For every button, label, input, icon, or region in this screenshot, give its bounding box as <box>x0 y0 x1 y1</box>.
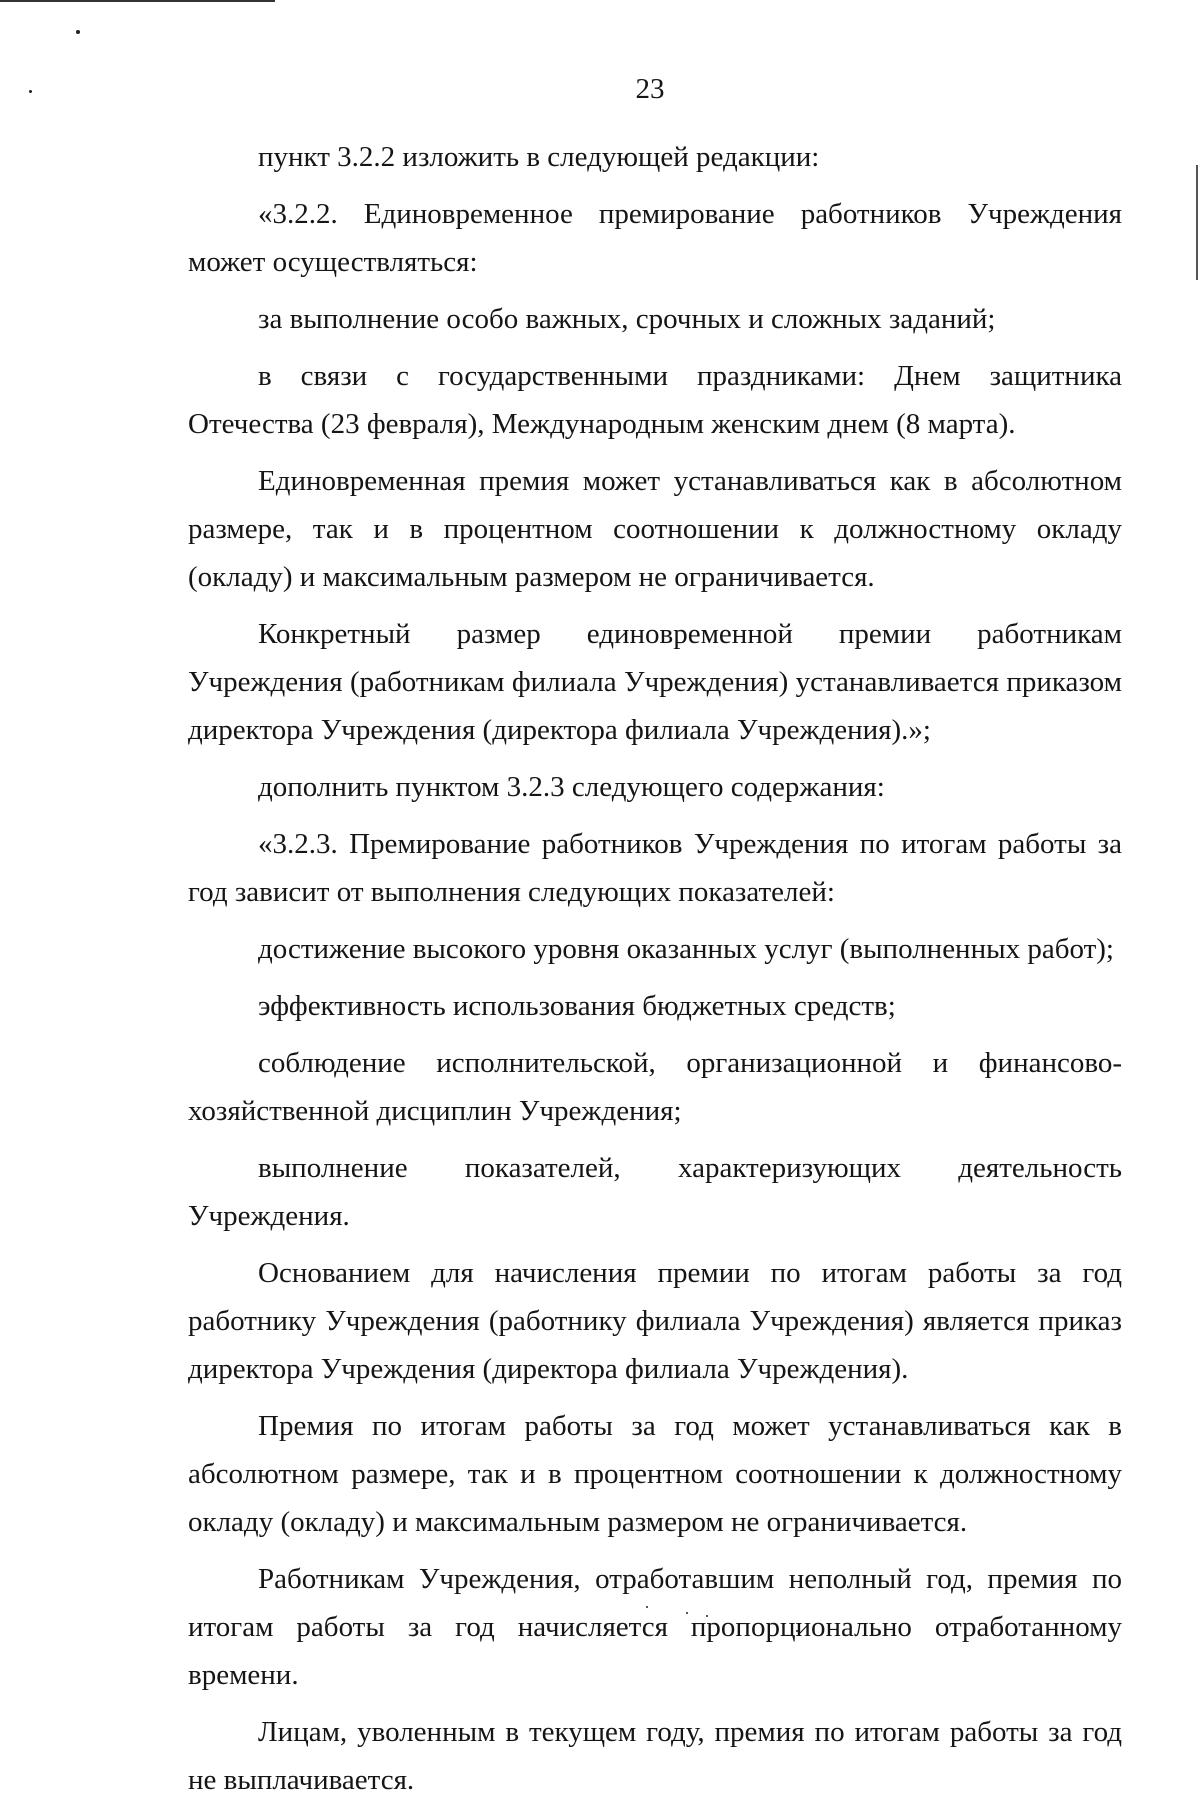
paragraph: соблюдение исполнительской, организационной и финансово-хозяйственной дисциплин Учреждения; <box>188 1047 1122 1127</box>
scan-edge-line <box>1196 165 1198 280</box>
paragraph: Премия по итогам работы за год может устанавливаться как в абсолютном размере, так и в процентном соотношении к должностному окладу (окладу) и максимальным размером не ограничивается. <box>188 1410 1122 1538</box>
paragraph: за выполнение особо важных, срочных и сложных заданий; <box>258 303 996 335</box>
scan-speck <box>76 30 80 34</box>
scan-edge-line <box>0 0 275 2</box>
paragraph: Лицам, уволенным в текущем году, премия по итогам работы за год не выплачивается. <box>188 1716 1122 1796</box>
paragraph: «3.2.3. Премирование работников Учреждения по итогам работы за год зависит от выполнения следующих показателей: <box>188 828 1122 908</box>
paragraph: в связи с государственными праздниками: Днем защитника Отечества (23 февраля), Международным женским днем (8 марта). <box>188 360 1122 440</box>
paragraph: пункт 3.2.2 изложить в следующей редакции: <box>258 141 820 173</box>
paragraph: Конкретный размер единовременной премии работникам Учреждения (работникам филиала Учреждения) устанавливается приказом директора Учреждения (директора филиала Учреждения).»; <box>188 618 1122 746</box>
document-body <box>188 133 1122 1813</box>
paragraph: дополнить пунктом 3.2.3 следующего содержания: <box>258 771 885 803</box>
paragraph: эффективность использования бюджетных средств; <box>258 990 896 1022</box>
paragraph: Единовременная премия может устанавливаться как в абсолютном размере, так и в процентном соотношении к должностному окладу (окладу) и максимальным размером не ограничивается. <box>188 465 1122 593</box>
paragraph: «3.2.2. Единовременное премирование работников Учреждения может осуществляться: <box>188 198 1122 278</box>
page-number: 23 <box>635 73 665 105</box>
paragraph: выполнение показателей, характеризующих деятельность Учреждения. <box>188 1152 1122 1232</box>
paragraph: Работникам Учреждения, отработавшим неполный год, премия по итогам работы за год начисляется пропорционально отработанному времени. <box>188 1563 1122 1691</box>
paragraph: достижение высокого уровня оказанных услуг (выполненных работ); <box>258 933 1114 965</box>
paragraph: Основанием для начисления премии по итогам работы за год работнику Учреждения (работнику филиала Учреждения) является приказ директора Учреждения (директора филиала Учреждения). <box>188 1257 1122 1385</box>
